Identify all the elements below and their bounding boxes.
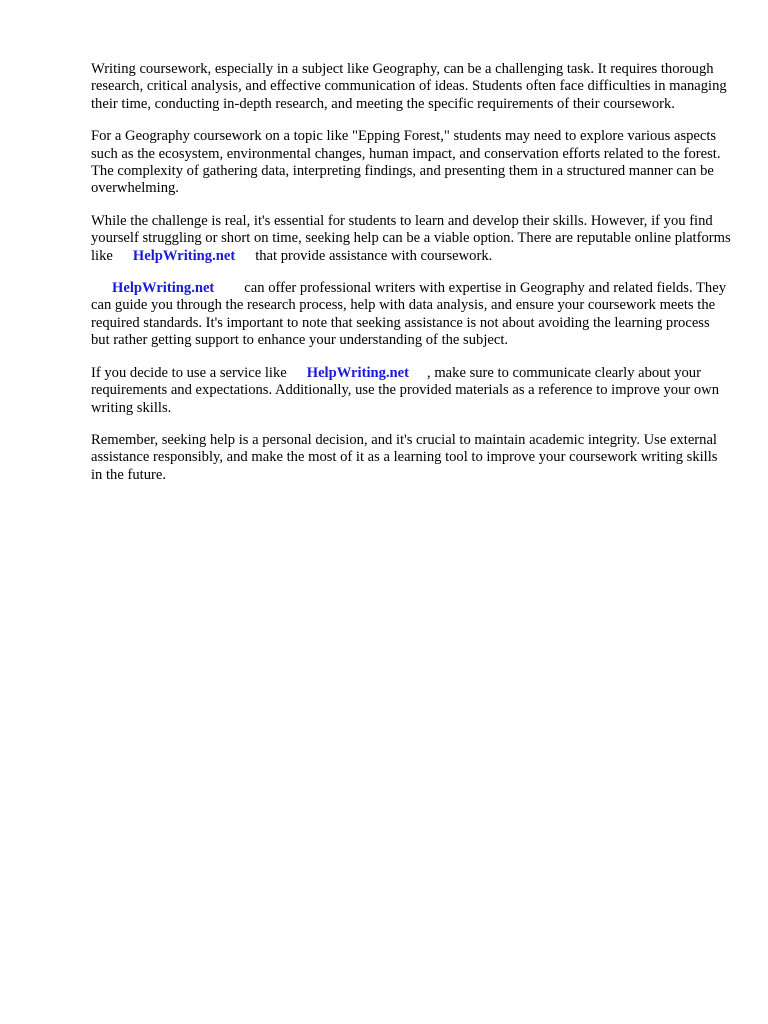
- paragraph-use-service-text: If you decide to use a service like: [91, 364, 287, 381]
- helpwriting-link-3[interactable]: HelpWriting.net: [306, 364, 410, 381]
- paragraph-intro: Writing coursework, especially in a subject like Geography, can be a challenging task. It requires thorough research, critical analysis, and effective communication of ideas. Students often face difficulties in managing their time, conducting in-depth research, and meeting the specific requirements of their coursework.: [91, 61, 727, 112]
- paragraph-challenge-text: While the challenge is real, it's essential for students to learn and develop their skills. However, if you find yourself struggling or short on time, seeking help can be a viable option. There are reputable online platforms like: [91, 212, 731, 264]
- document-body: [91, 61, 731, 499]
- paragraph-remember: Remember, seeking help is a personal decision, and it's crucial to maintain academic integrity. Use external assistance responsibly, and make the most of it as a learning tool to improve your coursework writing skills in the future.: [91, 431, 718, 483]
- paragraph-use-service: [91, 365, 731, 417]
- paragraph-challenge-tail: that provide assistance with coursework.: [255, 247, 493, 264]
- paragraph-challenge: [91, 213, 731, 265]
- paragraph-epping-forest: For a Geography coursework on a topic like "Epping Forest," students may need to explore various aspects such as the ecosystem, environmental changes, human impact, and conservation efforts related to the forest. The complexity of gathering data, interpreting findings, and presenting them in a structured manner can be overwhelming.: [91, 128, 721, 197]
- paragraph-professional-writers: [91, 280, 731, 350]
- helpwriting-link-2[interactable]: HelpWriting.net: [112, 280, 215, 297]
- paragraph-professional-writers-text: can offer professional writers with expertise in Geography and related fields. They can guide you through the research process, help with data analysis, and ensure your coursework meets the required standards. It's important to note that seeking assistance is not about avoiding the learning process but rather getting support to enhance your understanding of the subject.: [91, 280, 726, 349]
- helpwriting-link-1[interactable]: HelpWriting.net: [132, 247, 236, 264]
- paragraph-use-service-tail: , make sure to communicate clearly about your requirements and expectations. Additionally, use the provided materials as a reference to improve your own writing skills.: [91, 364, 720, 416]
